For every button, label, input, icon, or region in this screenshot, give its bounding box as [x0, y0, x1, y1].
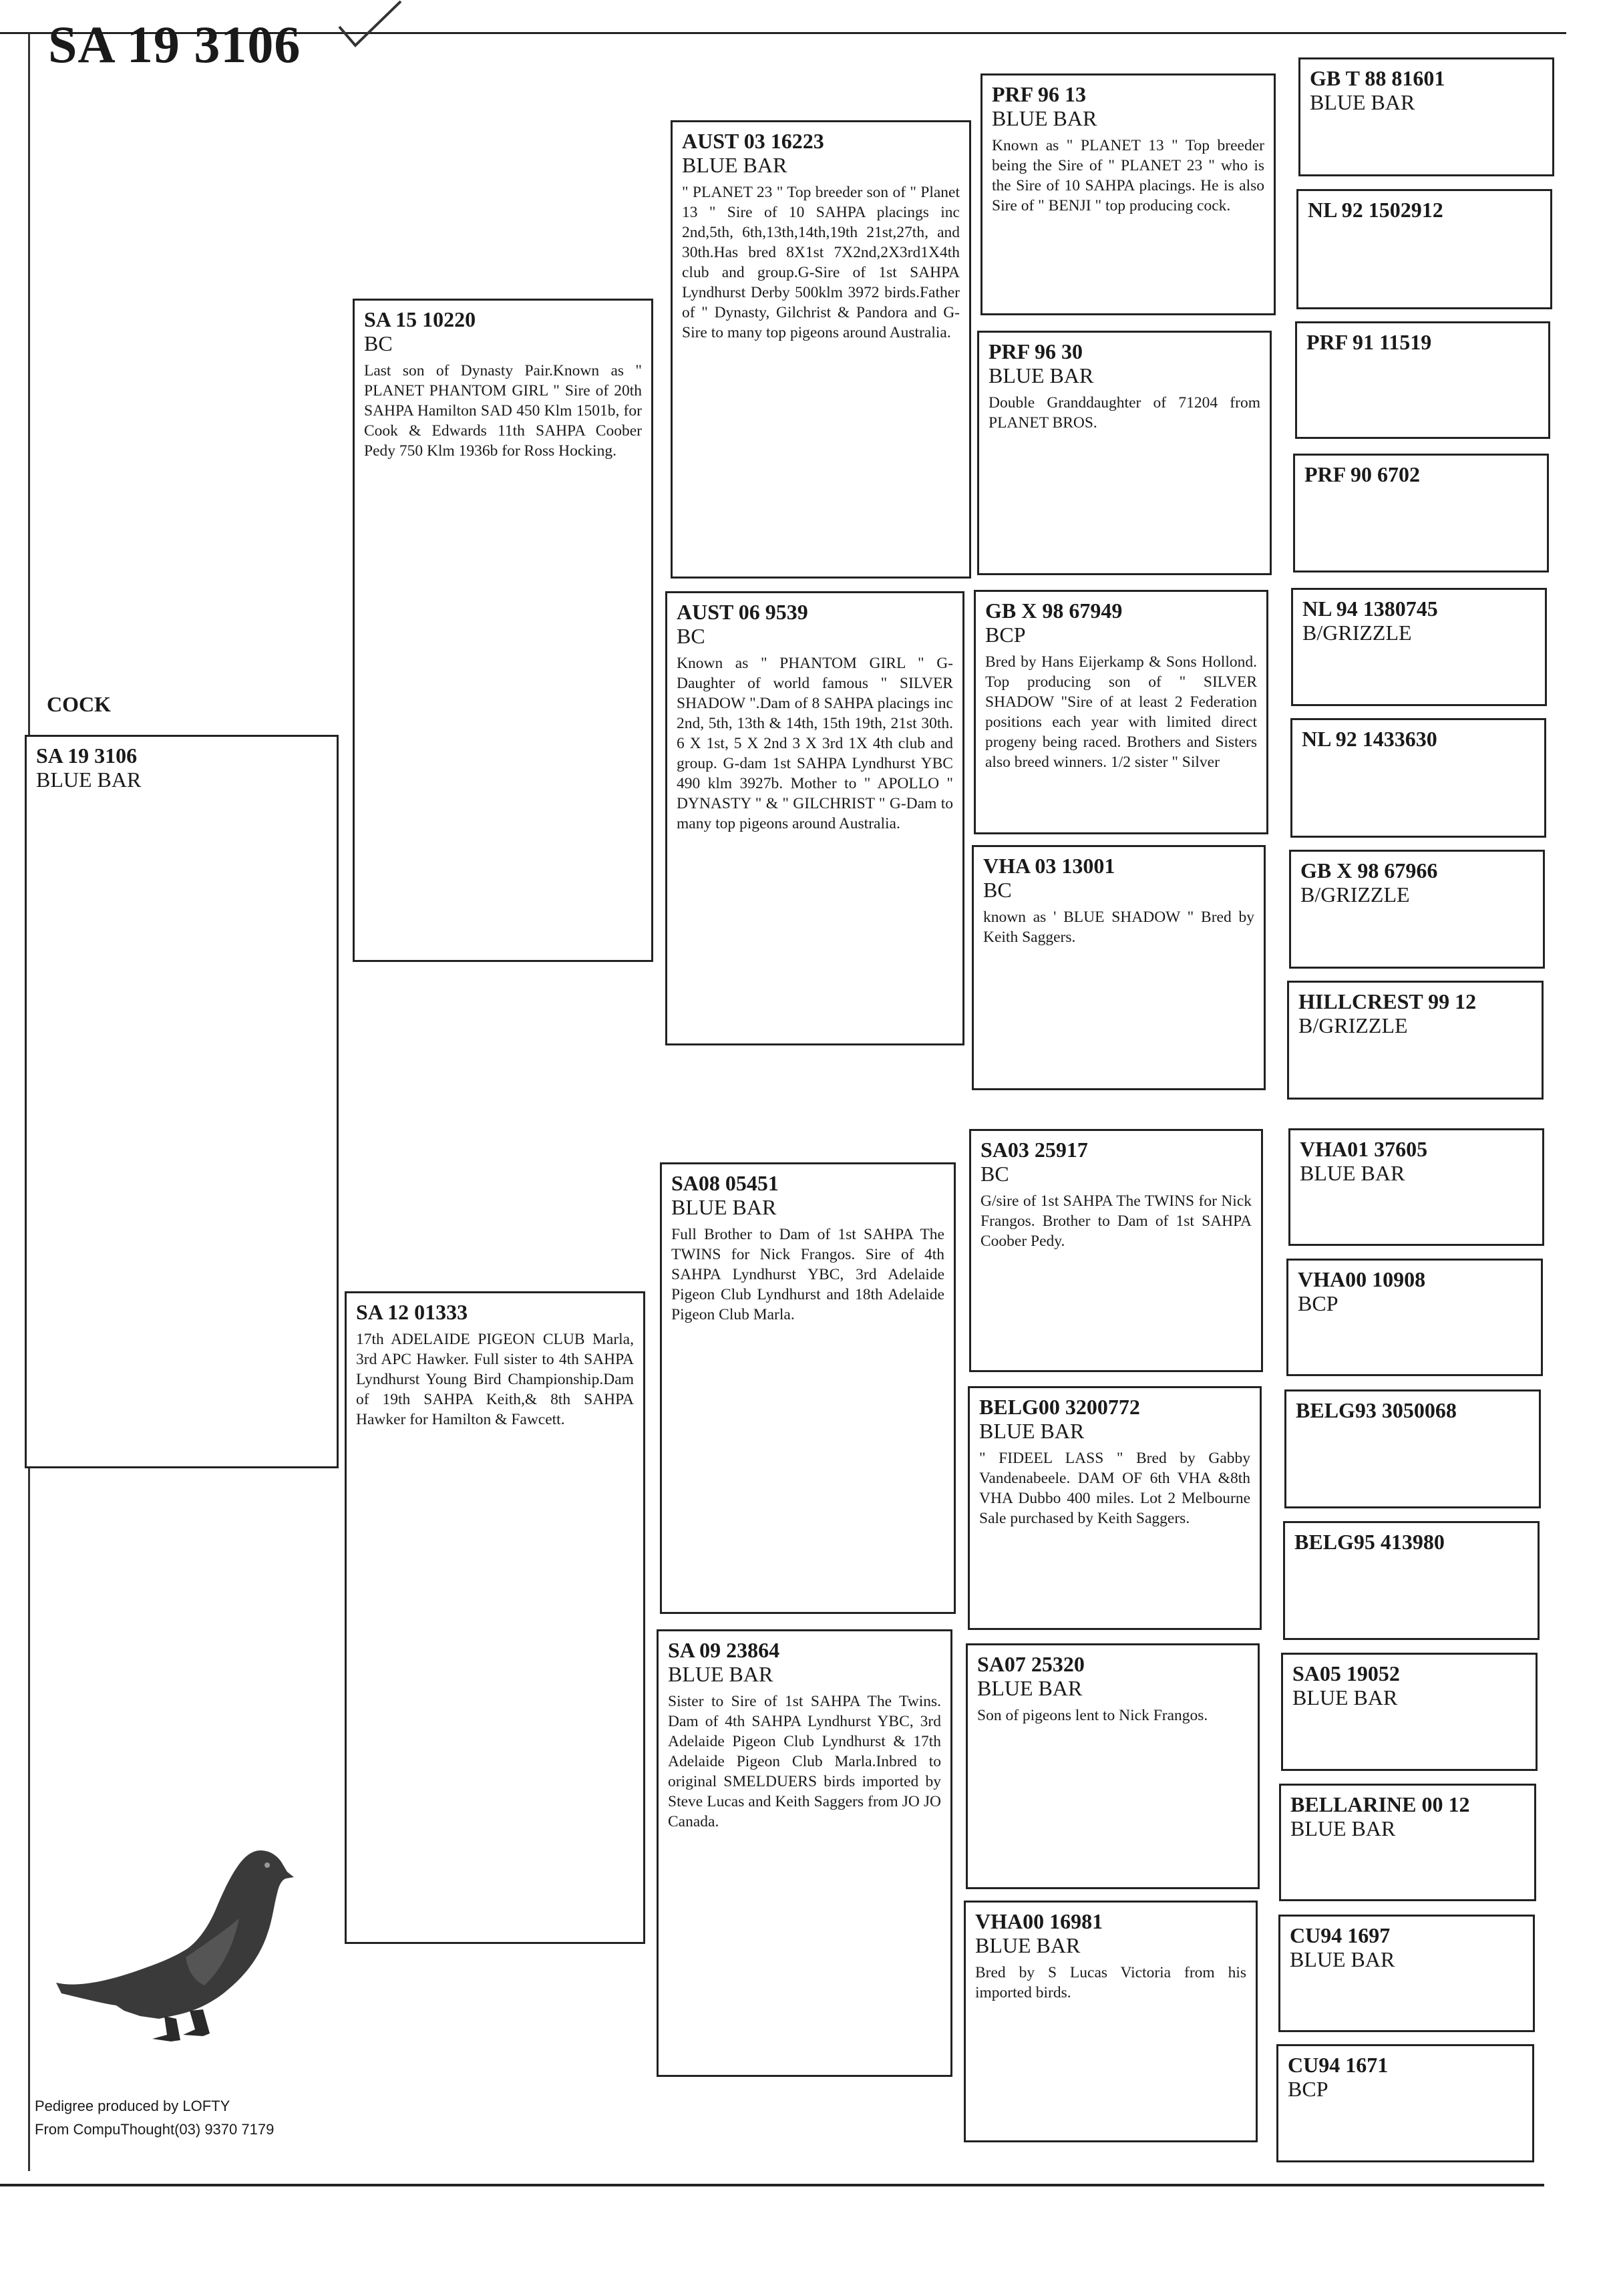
gen4-box [1296, 189, 1552, 309]
sire-box [353, 299, 653, 962]
ring-number: NL 94 1380745 [1302, 597, 1438, 621]
footer-contact: From CompuThought(03) 9370 7179 [35, 2121, 275, 2138]
sd-box [665, 591, 964, 1045]
ring-number: VHA 03 13001 [983, 854, 1115, 878]
ring-number: PRF 96 13 [992, 82, 1087, 106]
dss-box [969, 1129, 1263, 1372]
ds-box [660, 1162, 956, 1614]
colour: B/GRIZZLE [1302, 621, 1412, 645]
notes: known as ' BLUE SHADOW " Bred by Keith Saggers. [983, 909, 1254, 946]
ring-number: GB X 98 67949 [985, 599, 1123, 623]
dam-box [345, 1291, 645, 1944]
ring-number: SA05 19052 [1292, 1661, 1400, 1685]
ring-number: SA07 25320 [977, 1652, 1085, 1676]
subject-ring-number: SA 19 3106 [36, 744, 138, 768]
gen4-box [1278, 1915, 1535, 2032]
colour: BLUE BAR [989, 363, 1094, 387]
gen4-box [1284, 1389, 1541, 1508]
ring-number: BELLARINE 00 12 [1290, 1792, 1470, 1816]
ring-number: VHA00 16981 [975, 1909, 1103, 1933]
ring-number: BELG00 3200772 [979, 1395, 1140, 1419]
ddd-box [964, 1901, 1258, 2142]
notes: " PLANET 23 " Top breeder son of " Planet 13 " Sire of 10 SAHPA placings inc 2nd,5th, 6th,13th,14th,19th 21st,27th, and 30th.Has bred 8X1st 7X2nd,2X3rd1X4th club and group.G-Sire of 1st SAHPA Lyndhurst Derby 500klm 3972 birds.Father of " Dynasty, Gilchrist & Pandora and G-Sire to many top pigeons around Australia. [682, 184, 960, 341]
ring-number: NL 92 1433630 [1302, 727, 1437, 751]
colour: BLUE BAR [1290, 1816, 1396, 1840]
colour: BLUE BAR [668, 1662, 773, 1686]
ring-number: AUST 03 16223 [682, 129, 824, 153]
ring-number: VHA01 37605 [1300, 1137, 1428, 1161]
colour: B/GRIZZLE [1298, 1013, 1408, 1037]
ring-number: NL 92 1502912 [1308, 198, 1443, 222]
gen4-box [1293, 454, 1549, 572]
colour: BLUE BAR [682, 153, 787, 177]
notes: Full Brother to Dam of 1st SAHPA The TWINS for Nick Frangos. Sire of 4th SAHPA Lyndhurst YBC, 3rd Adelaide Pigeon Club Lyndhurst and 18th Adelaide Pigeon Club Marla. [671, 1226, 944, 1323]
notes: Known as " PLANET 13 " Top breeder being the Sire of " PLANET 23 " who is the Sire of 10 SAHPA placings. He is also Sire of " BENJI " top producing cock. [992, 137, 1264, 214]
gen4-box [1289, 850, 1545, 969]
colour: BLUE BAR [977, 1676, 1083, 1700]
gen4-box [1295, 321, 1550, 439]
notes: G/sire of 1st SAHPA The TWINS for Nick Frangos. Brother to Dam of 1st SAHPA Coober Pedy. [980, 1192, 1252, 1250]
ring-number: PRF 91 11519 [1306, 330, 1432, 354]
ring-number: SA08 05451 [671, 1171, 779, 1195]
notes: Double Granddaughter of 71204 from PLANET BROS. [989, 394, 1260, 432]
ring-number: CU94 1671 [1288, 2053, 1389, 2077]
colour: BCP [1298, 1291, 1338, 1315]
colour: BLUE BAR [975, 1933, 1081, 1957]
colour: BLUE BAR [992, 106, 1097, 130]
page-title: SA 19 3106 [48, 15, 301, 73]
sex-label: COCK [47, 692, 111, 716]
ring-number: SA 15 10220 [364, 307, 476, 331]
notes: Known as " PHANTOM GIRL " G-Daughter of world famous " SILVER SHADOW ".Dam of 8 SAHPA placings inc 2nd, 5th, 13th & 14th, 15th 19th, 21st 30th. 6 X 1st, 5 X 2nd 3 X 3rd 1X 4th club and group. G-dam 1st SAHPA Lyndhurst YBC 490 klm 3927b. Mother to " APOLLO " DYNASTY " & " GILCHRIST " G-Dam to many top pigeons around Australia. [677, 655, 953, 832]
ring-number: GB T 88 81601 [1310, 66, 1445, 90]
notes: 17th ADELAIDE PIGEON CLUB Marla, 3rd APC Hawker. Full sister to 4th SAHPA Lyndhurst Young Bird Championship.Dam of 19th SAHPA Keith,& 8th SAHPA Hawker for Hamilton & Fawcett. [356, 1331, 634, 1428]
sss-box [980, 73, 1276, 315]
ring-number: VHA00 10908 [1298, 1267, 1426, 1291]
ring-number: SA03 25917 [980, 1138, 1088, 1162]
gen4-box [1290, 718, 1546, 838]
colour: BCP [985, 623, 1026, 647]
ring-number: SA 09 23864 [668, 1638, 780, 1662]
ring-number: SA 12 01333 [356, 1300, 468, 1324]
colour: BC [677, 624, 705, 648]
colour: BLUE BAR [1292, 1685, 1398, 1709]
gen4-box [1279, 1784, 1536, 1901]
sds-box [974, 590, 1268, 834]
notes: Son of pigeons lent to Nick Frangos. [977, 1707, 1208, 1724]
gen4-box [1298, 57, 1554, 176]
colour: BCP [1288, 2077, 1328, 2101]
checkmark-icon [334, 0, 407, 53]
colour: BC [983, 878, 1012, 902]
gen4-box [1288, 1128, 1544, 1246]
ss-box [671, 120, 971, 579]
colour: BLUE BAR [671, 1195, 777, 1219]
footer-producer: Pedigree produced by LOFTY [35, 2098, 230, 2114]
ssd-box [977, 331, 1272, 575]
bottom-rule [0, 2184, 1544, 2186]
colour: BC [980, 1162, 1009, 1186]
gen4-box [1286, 1259, 1543, 1376]
colour: BLUE BAR [1290, 1947, 1395, 1971]
ring-number: CU94 1697 [1290, 1923, 1391, 1947]
ring-number: BELG93 3050068 [1296, 1398, 1457, 1422]
gen4-box [1281, 1653, 1538, 1771]
gen4-box [1287, 981, 1544, 1100]
colour: BC [364, 331, 393, 355]
ring-number: BELG95 413980 [1294, 1530, 1445, 1554]
subject-box [25, 735, 339, 1468]
sdd-box [972, 845, 1266, 1090]
pigeon-silhouette-icon [52, 1830, 319, 2058]
ring-number: HILLCREST 99 12 [1298, 989, 1477, 1013]
subject-colour: BLUE BAR [36, 768, 142, 792]
dds-box [966, 1643, 1260, 1889]
notes: Bred by S Lucas Victoria from his imported birds. [975, 1964, 1246, 2001]
ring-number: AUST 06 9539 [677, 600, 808, 624]
colour: B/GRIZZLE [1300, 882, 1410, 907]
ring-number: PRF 90 6702 [1304, 462, 1421, 486]
colour: BLUE BAR [1300, 1161, 1405, 1185]
ring-number: GB X 98 67966 [1300, 858, 1438, 882]
notes: Sister to Sire of 1st SAHPA The Twins. Dam of 4th SAHPA Lyndhurst YBC, 3rd Adelaide Pigeon Club Lyndhurst & 17th Adelaide Pigeon Club Marla.Inbred to original SMELDUERS birds imported by Steve Lucas and Keith Saggers from JO JO Canada. [668, 1693, 941, 1830]
dd-box [657, 1629, 952, 2077]
gen4-box [1283, 1521, 1540, 1640]
gen4-box [1291, 588, 1547, 706]
dsd-box [968, 1386, 1262, 1630]
notes: Last son of Dynasty Pair.Known as " PLANET PHANTOM GIRL " Sire of 20th SAHPA Hamilton SAD 450 Klm 1501b, for Cook & Edwards 11th SAHPA Coober Pedy 750 Klm 1936b for Ross Hocking. [364, 362, 642, 460]
ring-number: PRF 96 30 [989, 339, 1083, 363]
notes: Bred by Hans Eijerkamp & Sons Hollond. Top producing son of " SILVER SHADOW "Sire of at least 2 Federation positions each year with limited direct progeny being raced. Brothers and Sisters also breed winners. 1/2 sister " Silver [985, 653, 1257, 771]
colour: BLUE BAR [979, 1419, 1085, 1443]
gen4-box [1276, 2044, 1534, 2162]
notes: " FIDEEL LASS " Bred by Gabby Vandenabeele. DAM OF 6th VHA &8th VHA Dubbo 400 miles. Lot 2 Melbourne Sale purchased by Keith Saggers. [979, 1450, 1250, 1527]
colour: BLUE BAR [1310, 90, 1415, 114]
